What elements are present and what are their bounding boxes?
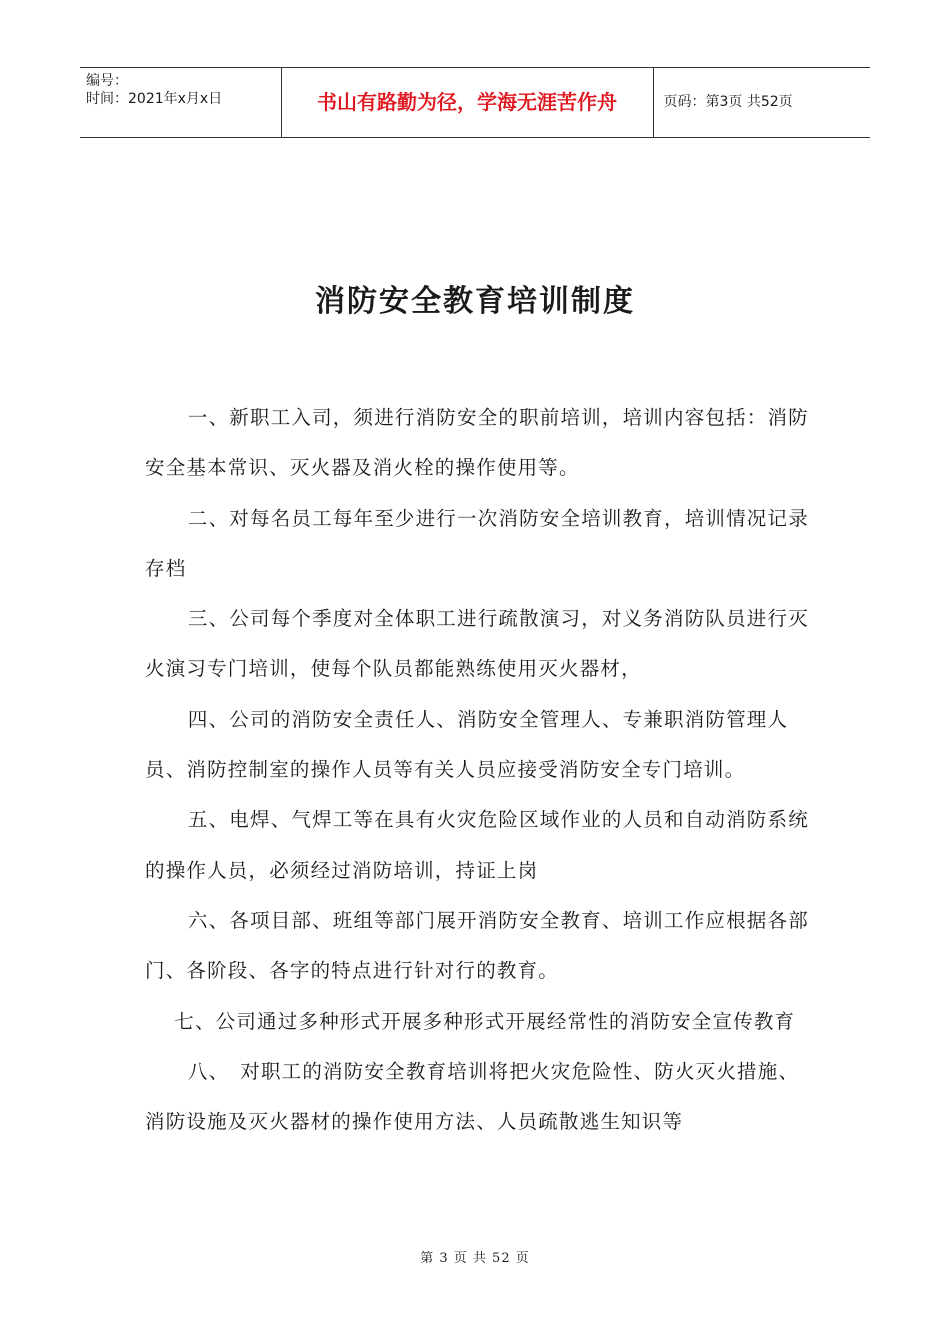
document-header: [80, 67, 870, 138]
paragraph-3: 三、公司每个季度对全体职工进行疏散演习，对义务消防队员进行灭火演习专门培训，使每个队员都能熟练使用灭火器材，: [145, 607, 809, 681]
paragraph-4: 四、公司的消防安全责任人、消防安全管理人、专兼职消防管理人员、消防控制室的操作人员等有关人员应接受消防安全专门培训。: [145, 707, 789, 782]
header-page-cell: [653, 68, 870, 138]
page-footer: 第 3 页 共 52 页: [420, 1251, 530, 1266]
document-title: 消防安全教育培训制度: [315, 284, 635, 319]
page-label: 页码：第3页 共52页: [663, 94, 793, 110]
paragraph-1: 一、新职工入司，须进行消防安全的职前培训，培训内容包括：消防安全基本常识、灭火器及消火栓的操作使用等。: [145, 406, 809, 480]
motto-text: 书山有路勤为径，学海无涯苦作舟: [317, 90, 617, 114]
paragraph-8: 八、 对职工的消防安全教育培训将把火灾危险性、防火灭火措施、消防设施及灭火器材的操作使用方法、人员疏散逃生知识等: [145, 1059, 800, 1134]
paragraph-6: 六、各项目部、班组等部门展开消防安全教育、培训工作应根据各部门、各阶段、各字的特点进行针对行的教育。: [145, 908, 809, 983]
paragraph-7: 七、公司通过多种形式开展多种形式开展经常性的消防安全宣传教育: [174, 1009, 796, 1033]
document-body: [145, 393, 815, 1147]
paragraph-5: 五、电焊、气焊工等在具有火灾危险区域作业的人员和自动消防系统的操作人员，必须经过消防培训，持证上岗: [145, 808, 809, 882]
paragraph-2: 二、对每名员工每年至少进行一次消防安全培训教育，培训情况记录存档: [145, 506, 809, 580]
date-label: 时间：2021年x月x日: [86, 91, 223, 107]
number-label: 编号：: [86, 73, 128, 89]
header-meta-cell: [80, 68, 281, 138]
header-motto-cell: [281, 68, 653, 138]
